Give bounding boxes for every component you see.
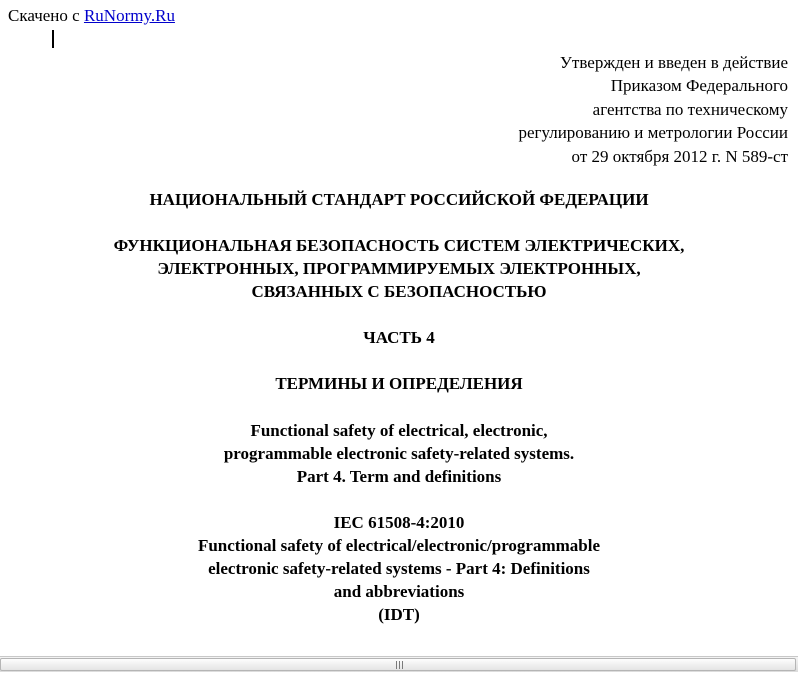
national-standard-heading: [0, 188, 798, 211]
approval-line: агентства по техническому: [592, 99, 788, 119]
english-title-line: Functional safety of electrical, electronic,: [250, 421, 548, 440]
iec-reference: [0, 511, 798, 626]
approval-line: Утвержден и введен в действие: [559, 53, 788, 72]
text-cursor: [52, 30, 54, 48]
scrollbar-thumb[interactable]: [0, 658, 796, 671]
iec-line: Functional safety of electrical/electronic/programmable: [197, 536, 601, 555]
approval-block: [518, 51, 788, 168]
runormy-link[interactable]: RuNormy.Ru: [83, 6, 175, 25]
approval-line: Приказом Федерального: [610, 76, 788, 96]
terms-heading: [0, 372, 798, 395]
english-title-line: Part 4. Term and definitions: [296, 467, 502, 486]
iec-line: electronic safety-related systems - Part 4: Definitions: [208, 559, 590, 578]
english-title: [0, 419, 798, 488]
part-heading: [0, 326, 798, 349]
grip-icon: [395, 661, 404, 669]
iec-line: (IDT): [378, 605, 420, 624]
approval-line: от 29 октября 2012 г. N 589-ст: [571, 146, 788, 166]
terms-label: ТЕРМИНЫ И ОПРЕДЕЛЕНИЯ: [275, 374, 523, 393]
standard-title-line: СВЯЗАННЫХ С БЕЗОПАСНОСТЬЮ: [251, 282, 547, 301]
horizontal-scrollbar[interactable]: [0, 656, 798, 672]
iec-line: and abbreviations: [333, 582, 465, 601]
part-label: ЧАСТЬ 4: [363, 328, 435, 347]
english-title-line: programmable electronic safety-related systems.: [223, 444, 575, 463]
download-notice: [8, 5, 175, 27]
download-notice-prefix: Скачено с: [8, 6, 80, 25]
standard-title-line: ФУНКЦИОНАЛЬНАЯ БЕЗОПАСНОСТЬ СИСТЕМ ЭЛЕКТРИЧЕСКИХ,: [113, 236, 685, 255]
standard-title-line: ЭЛЕКТРОННЫХ, ПРОГРАММИРУЕМЫХ ЭЛЕКТРОННЫХ,: [157, 259, 641, 278]
national-standard-title: НАЦИОНАЛЬНЫЙ СТАНДАРТ РОССИЙСКОЙ ФЕДЕРАЦИИ: [149, 190, 649, 209]
iec-line: IEC 61508-4:2010: [333, 513, 465, 532]
standard-title: [0, 234, 798, 303]
approval-line: регулированию и метрологии России: [518, 123, 788, 143]
